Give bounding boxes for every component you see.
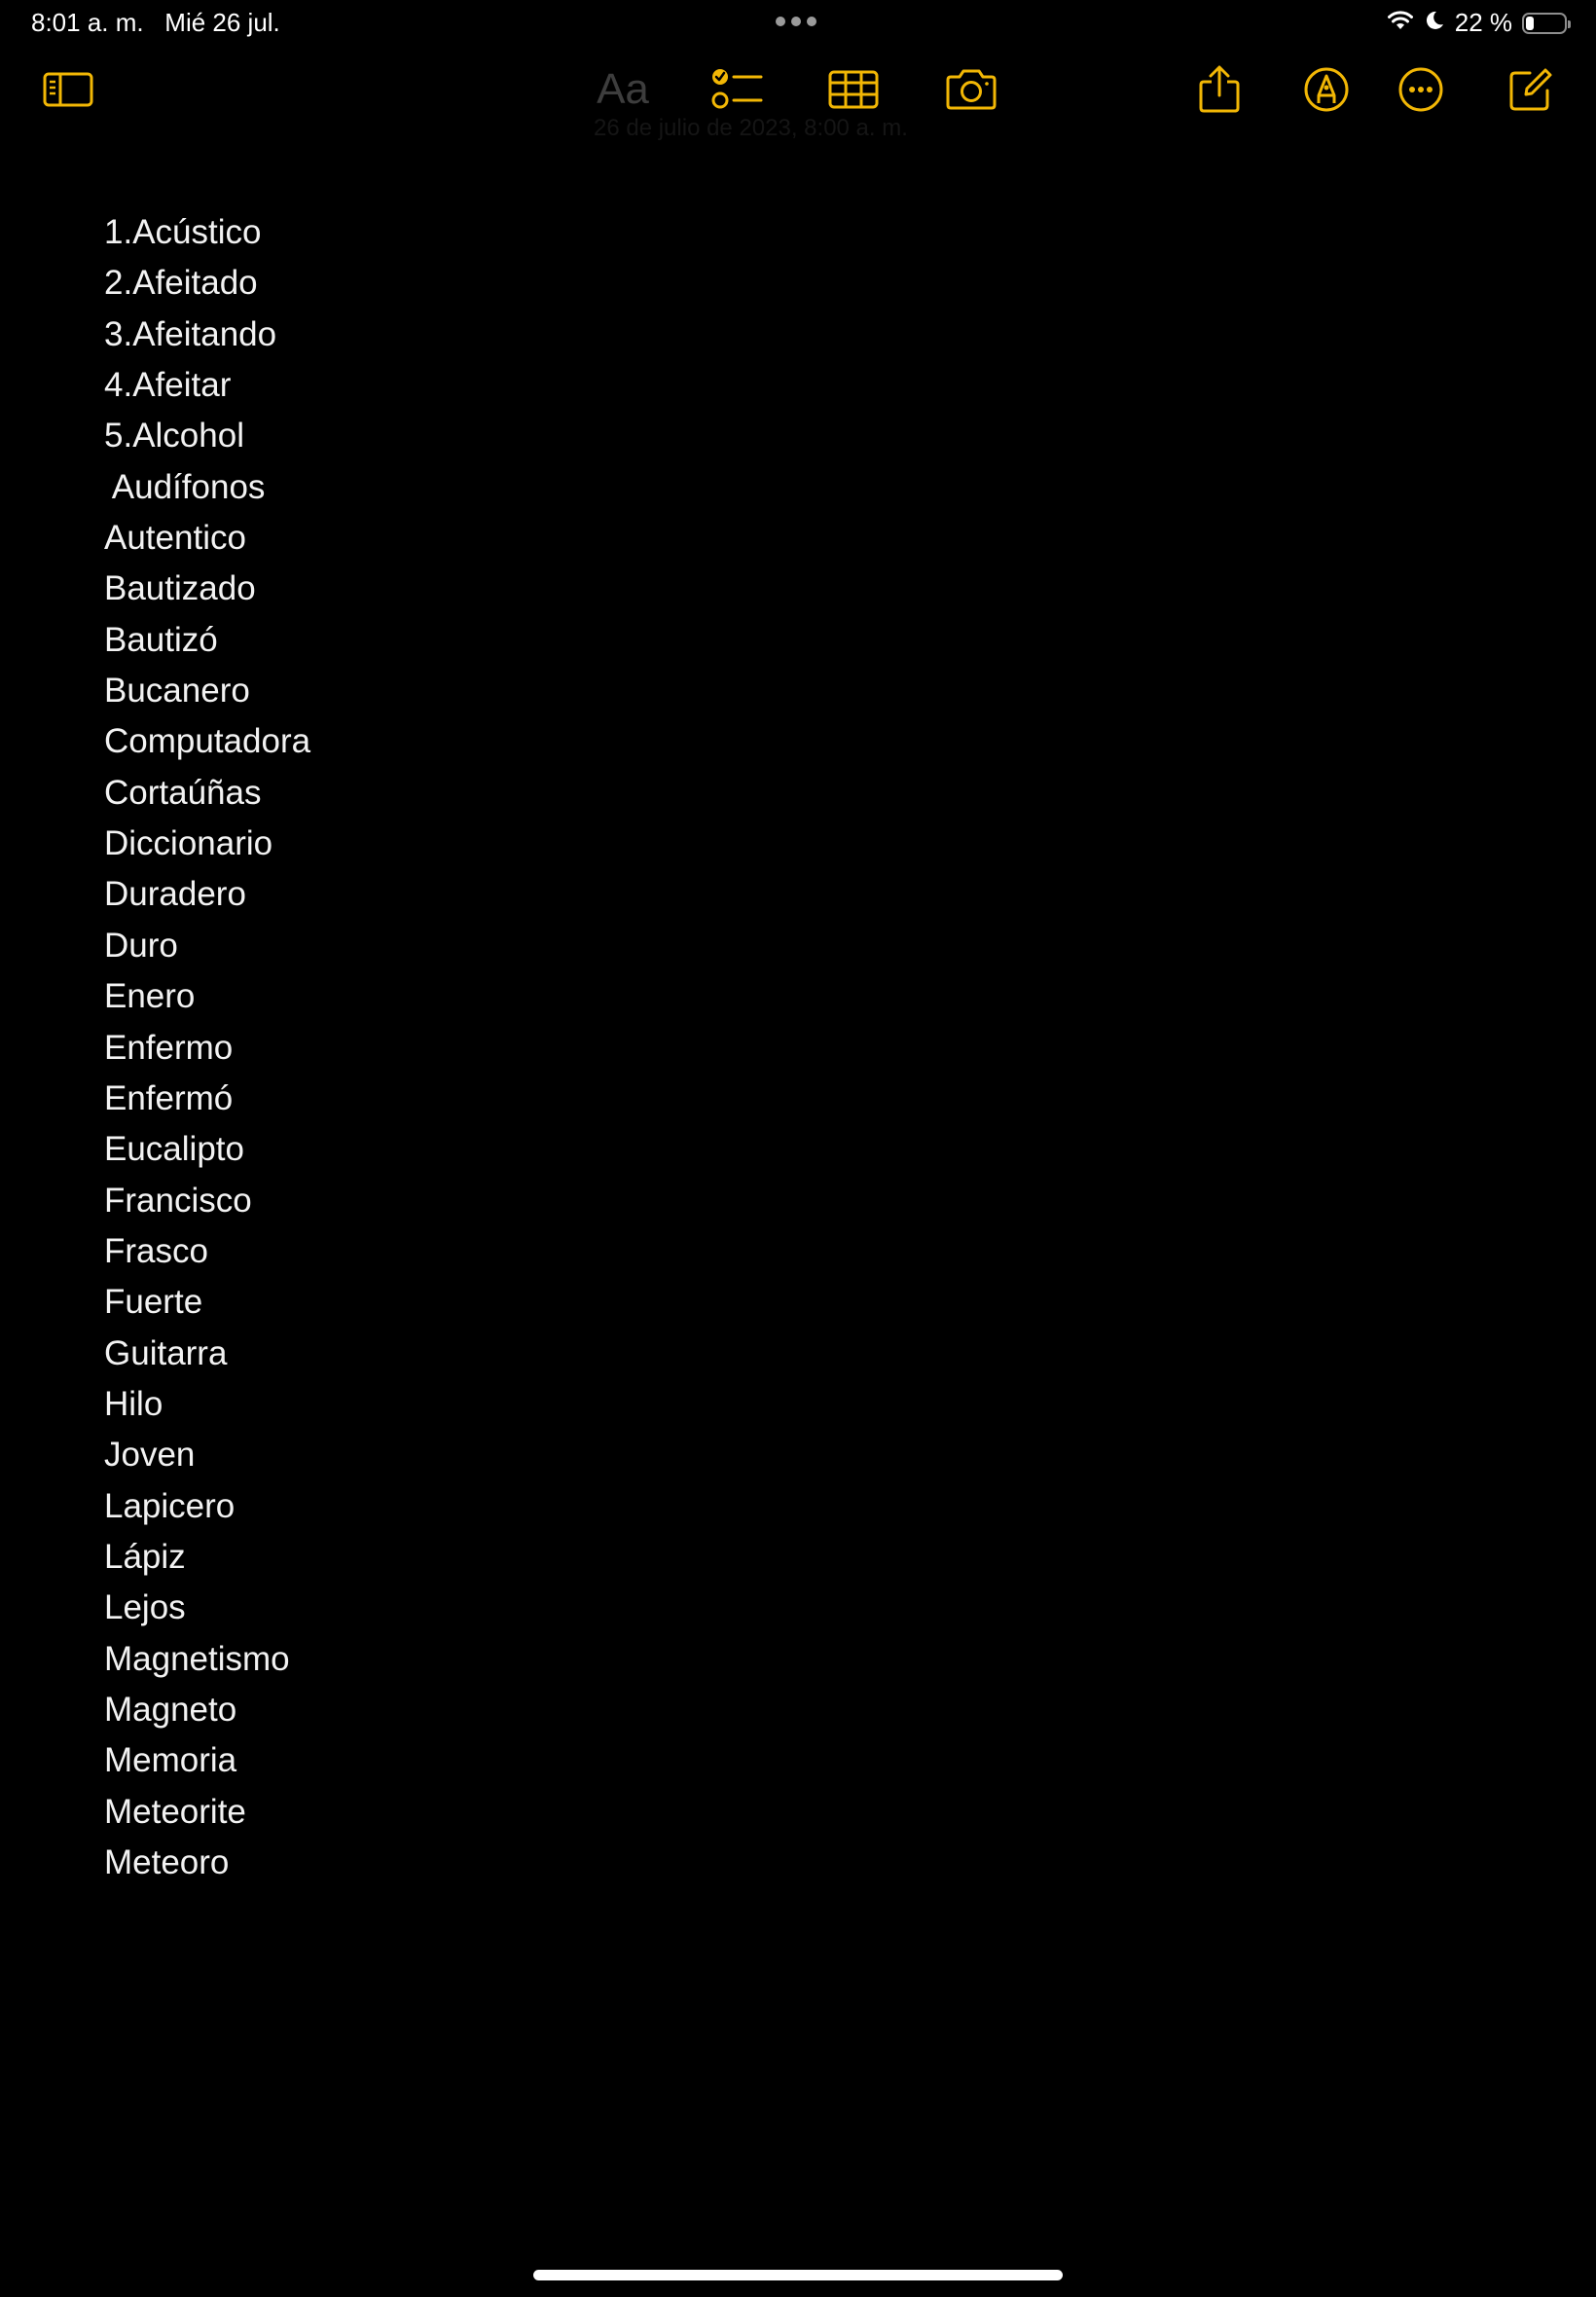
battery-icon <box>1522 13 1567 34</box>
table-button[interactable] <box>822 58 885 121</box>
note-date: 26 de julio de 2023, 8:00 a. m. <box>594 115 908 141</box>
note-line: Lapicero <box>104 1486 236 1525</box>
note-line: Enero <box>104 977 196 1016</box>
sidebar-icon <box>42 68 94 111</box>
moon-icon <box>1424 8 1445 38</box>
note-line: Hilo <box>104 1384 163 1423</box>
format-button[interactable] <box>592 58 654 121</box>
note-line: Meteoro <box>104 1843 230 1881</box>
note-line: Fuerte <box>104 1283 203 1322</box>
battery-level <box>1526 17 1534 30</box>
camera-button[interactable] <box>940 58 1002 121</box>
checklist-button[interactable] <box>707 58 769 121</box>
note-line: Cortaúñas <box>104 773 262 812</box>
note-line: Audífonos <box>104 467 266 506</box>
note-line: Lejos <box>104 1588 186 1627</box>
status-time: 8:01 a. m. Mié 26 jul. <box>31 8 280 37</box>
wifi-icon <box>1387 8 1414 38</box>
camera-icon <box>944 68 998 111</box>
note-line: Frasco <box>104 1231 208 1270</box>
note-line: Autentico <box>104 519 246 558</box>
note-line: Enfermó <box>104 1078 234 1117</box>
note-line: Enfermo <box>104 1028 234 1067</box>
note-line: Bautizado <box>104 569 256 608</box>
checklist-icon <box>711 66 764 113</box>
table-icon <box>827 68 880 111</box>
note-line: Diccionario <box>104 824 273 863</box>
note-body[interactable] <box>104 207 1467 1888</box>
note-line: Computadora <box>104 722 311 761</box>
format-label: Aa <box>597 65 649 113</box>
note-line: Eucalipto <box>104 1130 244 1169</box>
status-indicators <box>1387 8 1567 38</box>
multitasking-menu-icon[interactable] <box>776 17 816 26</box>
battery-percent: 22 % <box>1454 8 1512 37</box>
note-line: Lápiz <box>104 1537 186 1576</box>
note-line: Guitarra <box>104 1333 228 1372</box>
ellipsis-circle-icon <box>1397 66 1444 113</box>
note-line: 4.Afeitar <box>104 366 232 405</box>
markup-button[interactable] <box>1295 58 1358 121</box>
note-line: 5.Alcohol <box>104 417 244 456</box>
share-button[interactable] <box>1188 58 1251 121</box>
note-line: Magneto <box>104 1690 237 1729</box>
share-icon <box>1198 65 1241 114</box>
markup-pen-icon <box>1303 66 1350 113</box>
sidebar-toggle-button[interactable] <box>37 58 99 121</box>
compose-icon <box>1506 65 1555 114</box>
note-line: 2.Afeitado <box>104 264 258 303</box>
note-line: Duro <box>104 926 178 965</box>
new-note-button[interactable] <box>1500 58 1562 121</box>
note-line: Memoria <box>104 1741 237 1780</box>
note-line: Bautizó <box>104 620 218 659</box>
note-line: 1.Acústico <box>104 213 262 251</box>
note-line: 3.Afeitando <box>104 314 277 353</box>
note-line: Duradero <box>104 875 246 914</box>
note-line: Meteorite <box>104 1792 246 1831</box>
note-line: Magnetismo <box>104 1639 290 1678</box>
more-options-button[interactable] <box>1390 58 1452 121</box>
note-line: Francisco <box>104 1181 252 1220</box>
note-line: Bucanero <box>104 672 250 711</box>
home-indicator[interactable] <box>533 2270 1063 2280</box>
note-line: Joven <box>104 1436 196 1475</box>
status-bar <box>0 0 1596 47</box>
